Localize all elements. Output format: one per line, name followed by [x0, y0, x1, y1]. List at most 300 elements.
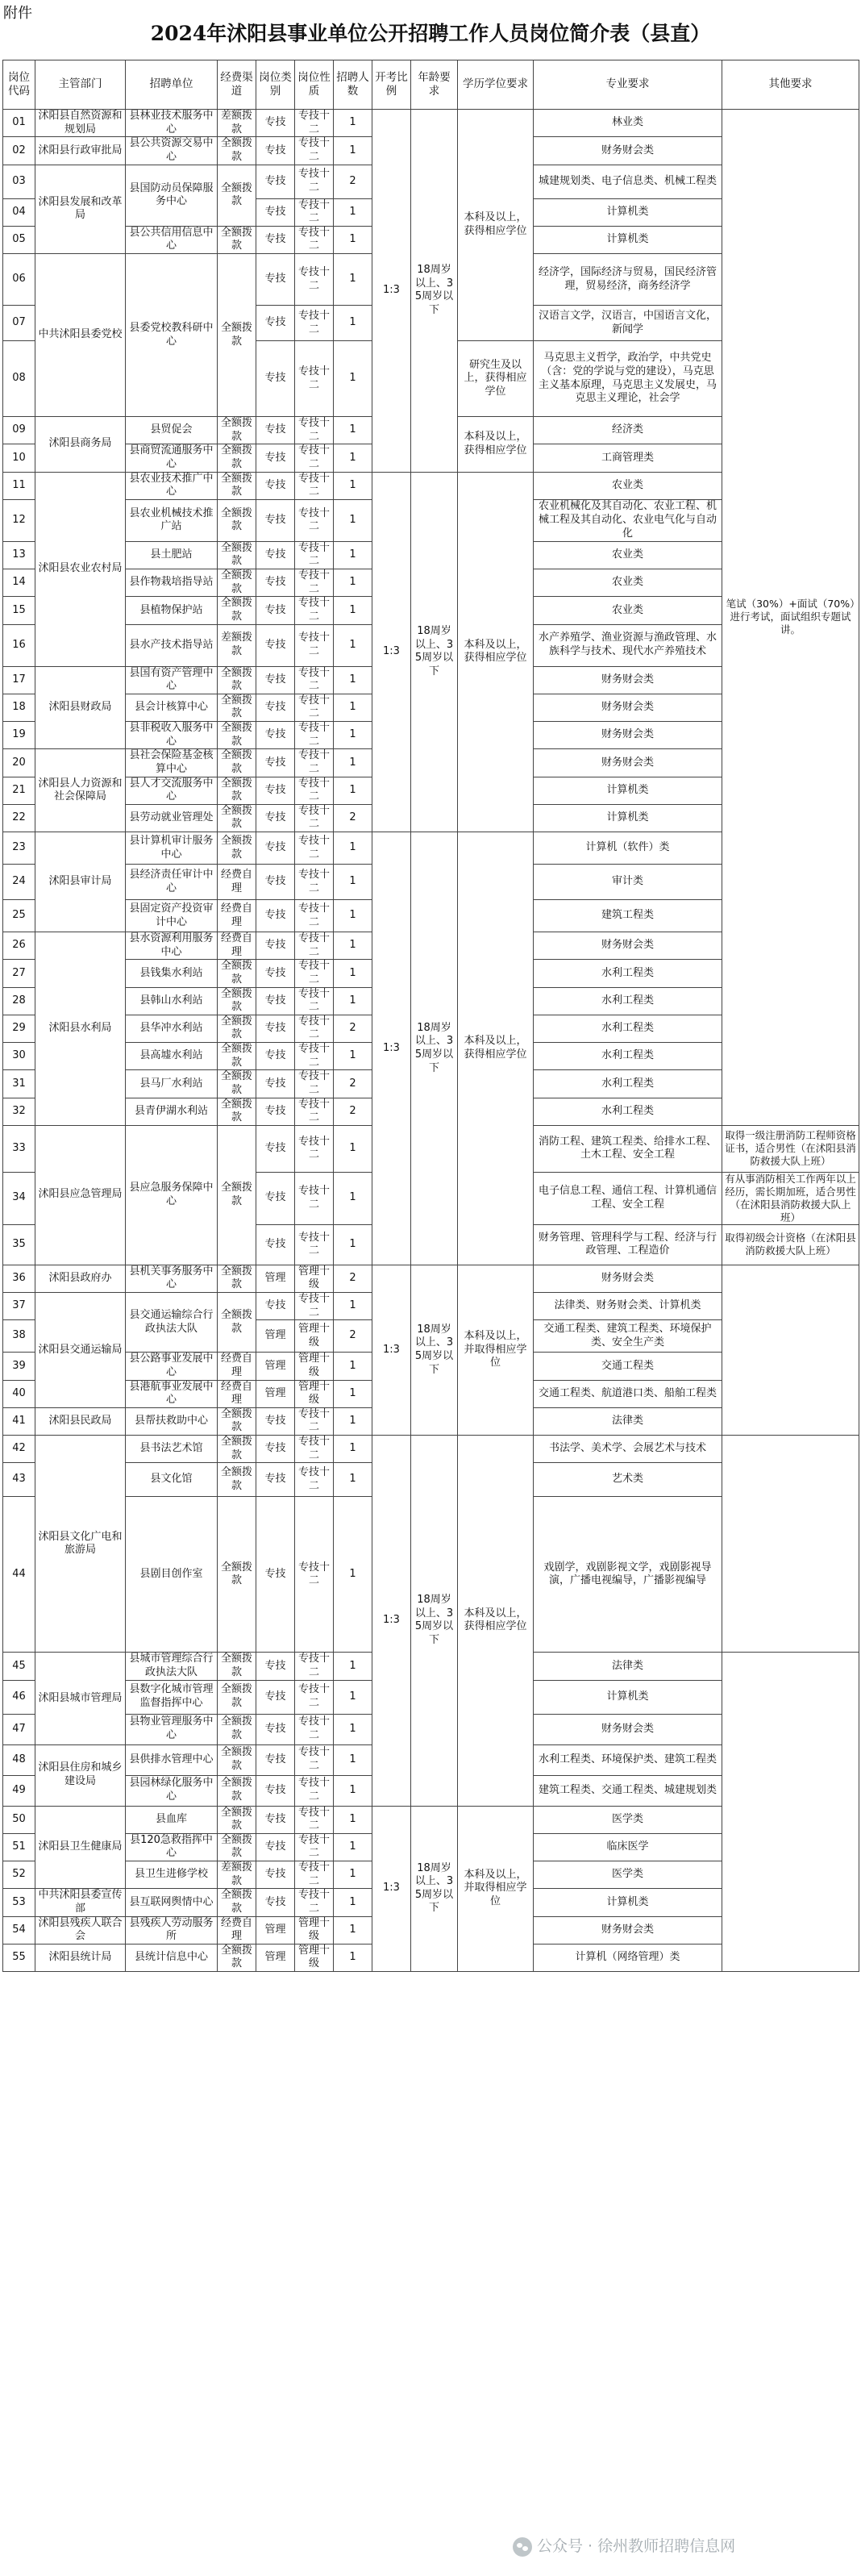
cell-code: 09	[3, 417, 35, 444]
cell-category: 管理	[256, 1265, 295, 1292]
cell-category: 专技	[256, 541, 295, 569]
cell-nature: 专技十二	[295, 1043, 334, 1070]
cell-fund: 全额拨款	[218, 1944, 256, 1971]
cell-code: 48	[3, 1744, 35, 1775]
cell-unit: 县血库	[126, 1806, 218, 1833]
cell-code: 07	[3, 306, 35, 341]
cell-category: 专技	[256, 472, 295, 499]
cell-category: 专技	[256, 832, 295, 865]
cell-code: 06	[3, 254, 35, 306]
cell-major: 医学类	[534, 1806, 722, 1833]
cell-unit: 县农业技术推广中心	[126, 472, 218, 499]
cell-unit: 县书法艺术馆	[126, 1436, 218, 1463]
cell-fund: 经费自理	[218, 865, 256, 900]
header-unit: 招聘单位	[126, 60, 218, 110]
cell-nature: 专技十二	[295, 1775, 334, 1806]
cell-count: 1	[334, 1775, 372, 1806]
cell-count: 1	[334, 569, 372, 597]
cell-category: 专技	[256, 666, 295, 694]
cell-major: 电子信息工程、通信工程、计算机通信工程、安全工程	[534, 1172, 722, 1224]
cell-other	[722, 1436, 859, 1653]
cell-category: 专技	[256, 1098, 295, 1125]
cell-nature: 管理十级	[295, 1265, 334, 1292]
cell-unit: 县土肥站	[126, 541, 218, 569]
cell-unit: 县作物栽培指导站	[126, 569, 218, 597]
cell-nature: 管理十级	[295, 1353, 334, 1380]
cell-code: 39	[3, 1353, 35, 1380]
cell-major: 财务财会类	[534, 666, 722, 694]
cell-category: 专技	[256, 1407, 295, 1435]
cell-unit: 县植物保护站	[126, 597, 218, 624]
cell-code: 38	[3, 1320, 35, 1353]
cell-age: 18周岁以上、35周岁以下	[411, 110, 458, 473]
cell-unit: 县固定资产投资审计中心	[126, 900, 218, 932]
cell-count: 1	[334, 987, 372, 1015]
cell-nature: 专技十二	[295, 1806, 334, 1833]
cell-dept: 沭阳县交通运输局	[35, 1293, 126, 1408]
cell-nature: 专技十二	[295, 1653, 334, 1680]
cell-category: 专技	[256, 1224, 295, 1265]
cell-major: 财务财会类	[534, 1916, 722, 1944]
cell-code: 45	[3, 1653, 35, 1680]
cell-nature: 专技十二	[295, 499, 334, 541]
cell-education: 本科及以上，并取得相应学位	[458, 1806, 534, 1972]
cell-fund: 全额拨款	[218, 1833, 256, 1861]
cell-major: 水产养殖学、渔业资源与渔政管理、水族科学与技术、现代水产养殖技术	[534, 624, 722, 666]
cell-count: 1	[334, 1806, 372, 1833]
cell-category: 专技	[256, 165, 295, 198]
header-education: 学历学位要求	[458, 60, 534, 110]
cell-age: 18周岁以上、35周岁以下	[411, 1806, 458, 1972]
cell-other	[722, 1653, 859, 1972]
cell-fund: 全额拨款	[218, 666, 256, 694]
cell-count: 1	[334, 1380, 372, 1407]
cell-code: 33	[3, 1125, 35, 1172]
cell-code: 03	[3, 165, 35, 198]
cell-category: 专技	[256, 306, 295, 341]
cell-nature: 专技十二	[295, 694, 334, 721]
cell-code: 22	[3, 804, 35, 832]
cell-other: 笔试（30%）+面试（70%）进行考试，面试组织专题试讲。	[722, 110, 859, 1126]
cell-nature: 专技十二	[295, 804, 334, 832]
cell-category: 专技	[256, 1889, 295, 1916]
cell-category: 专技	[256, 1680, 295, 1714]
cell-dept: 中共沭阳县委党校	[35, 254, 126, 417]
cell-count: 1	[334, 1744, 372, 1775]
cell-code: 19	[3, 722, 35, 749]
cell-fund: 全额拨款	[218, 254, 256, 417]
cell-code: 29	[3, 1015, 35, 1042]
cell-unit: 县水产技术指导站	[126, 624, 218, 666]
cell-category: 专技	[256, 960, 295, 987]
cell-unit: 县高墟水利站	[126, 1043, 218, 1070]
cell-count: 1	[334, 541, 372, 569]
cell-category: 管理	[256, 1353, 295, 1380]
cell-code: 47	[3, 1714, 35, 1744]
cell-major: 法律类、财务财会类、计算机类	[534, 1293, 722, 1320]
cell-category: 专技	[256, 1497, 295, 1653]
cell-education: 本科及以上，获得相应学位	[458, 110, 534, 341]
cell-code: 17	[3, 666, 35, 694]
cell-count: 1	[334, 1463, 372, 1497]
cell-fund: 全额拨款	[218, 1070, 256, 1098]
cell-unit: 县贸促会	[126, 417, 218, 444]
cell-unit: 县商贸流通服务中心	[126, 444, 218, 472]
cell-count: 1	[334, 749, 372, 777]
cell-major: 财务财会类	[534, 1714, 722, 1744]
cell-ratio: 1:3	[372, 472, 411, 832]
cell-unit: 县农业机械技术推广站	[126, 499, 218, 541]
cell-fund: 全额拨款	[218, 832, 256, 865]
cell-fund: 全额拨款	[218, 1775, 256, 1806]
table-row	[3, 1265, 859, 1292]
cell-nature: 专技十二	[295, 749, 334, 777]
cell-code: 32	[3, 1098, 35, 1125]
cell-major: 计算机（网络管理）类	[534, 1944, 722, 1971]
cell-other: 取得初级会计资格（在沭阳县消防救援大队上班）	[722, 1224, 859, 1265]
cell-dept: 沭阳县人力资源和社会保障局	[35, 749, 126, 832]
cell-unit: 县剧目创作室	[126, 1497, 218, 1653]
watermark-text: 公众号 · 徐州教师招聘信息网	[537, 2537, 736, 2555]
cell-count: 1	[334, 832, 372, 865]
cell-count: 2	[334, 165, 372, 198]
cell-nature: 专技十二	[295, 1833, 334, 1861]
cell-fund: 全额拨款	[218, 1806, 256, 1833]
table-row	[3, 110, 859, 137]
cell-major: 法律类	[534, 1653, 722, 1680]
cell-nature: 专技十二	[295, 306, 334, 341]
cell-fund: 全额拨款	[218, 1043, 256, 1070]
cell-age: 18周岁以上、35周岁以下	[411, 832, 458, 1265]
cell-dept: 沭阳县水利局	[35, 932, 126, 1126]
cell-major: 建筑工程类、交通工程类、城建规划类	[534, 1775, 722, 1806]
cell-fund: 全额拨款	[218, 1125, 256, 1265]
cell-category: 专技	[256, 987, 295, 1015]
cell-nature: 专技十二	[295, 1172, 334, 1224]
cell-major: 水利工程类	[534, 1015, 722, 1042]
cell-major: 水利工程类	[534, 1098, 722, 1125]
cell-count: 1	[334, 1224, 372, 1265]
cell-unit: 县园林绿化服务中心	[126, 1775, 218, 1806]
cell-code: 41	[3, 1407, 35, 1435]
cell-count: 1	[334, 1889, 372, 1916]
cell-code: 20	[3, 749, 35, 777]
cell-nature: 专技十二	[295, 1015, 334, 1042]
cell-ratio: 1:3	[372, 832, 411, 1265]
cell-code: 18	[3, 694, 35, 721]
cell-count: 1	[334, 666, 372, 694]
cell-major: 财务财会类	[534, 932, 722, 960]
cell-unit: 县120急救指挥中心	[126, 1833, 218, 1861]
cell-major: 农业类	[534, 472, 722, 499]
cell-major: 计算机类	[534, 198, 722, 226]
header-age: 年龄要求	[411, 60, 458, 110]
header-nature: 岗位性质	[295, 60, 334, 110]
cell-category: 专技	[256, 1653, 295, 1680]
cell-unit: 县交通运输综合行政执法大队	[126, 1293, 218, 1353]
cell-code: 11	[3, 472, 35, 499]
cell-nature: 专技十二	[295, 1497, 334, 1653]
cell-unit: 县文化馆	[126, 1463, 218, 1497]
cell-count: 2	[334, 1070, 372, 1098]
cell-fund: 经费自理	[218, 1380, 256, 1407]
cell-unit: 县数字化城市管理监督指挥中心	[126, 1680, 218, 1714]
cell-code: 04	[3, 198, 35, 226]
cell-code: 54	[3, 1916, 35, 1944]
page-title: 2024年沭阳县事业单位公开招聘工作人员岗位简介表（县直）	[150, 22, 711, 45]
cell-nature: 管理十级	[295, 1320, 334, 1353]
cell-dept: 沭阳县行政审批局	[35, 137, 126, 165]
cell-count: 1	[334, 417, 372, 444]
cell-category: 专技	[256, 1806, 295, 1833]
cell-fund: 全额拨款	[218, 1265, 256, 1292]
cell-major: 农业类	[534, 541, 722, 569]
cell-unit: 县残疾人劳动服务所	[126, 1916, 218, 1944]
cell-nature: 专技十二	[295, 165, 334, 198]
cell-count: 1	[334, 777, 372, 804]
cell-code: 31	[3, 1070, 35, 1098]
header-row	[3, 60, 859, 110]
cell-count: 2	[334, 1320, 372, 1353]
cell-nature: 专技十二	[295, 1070, 334, 1098]
cell-category: 专技	[256, 198, 295, 226]
cell-fund: 全额拨款	[218, 1889, 256, 1916]
cell-fund: 全额拨款	[218, 499, 256, 541]
cell-unit: 县华冲水利站	[126, 1015, 218, 1042]
cell-category: 专技	[256, 499, 295, 541]
cell-count: 1	[334, 1172, 372, 1224]
cell-nature: 专技十二	[295, 1744, 334, 1775]
cell-fund: 全额拨款	[218, 722, 256, 749]
cell-code: 34	[3, 1172, 35, 1224]
positions-table	[2, 60, 859, 1972]
cell-nature: 专技十二	[295, 110, 334, 137]
cell-dept: 沭阳县商务局	[35, 417, 126, 473]
cell-nature: 专技十二	[295, 1224, 334, 1265]
cell-fund: 全额拨款	[218, 1015, 256, 1042]
cell-fund: 全额拨款	[218, 987, 256, 1015]
cell-ratio: 1:3	[372, 110, 411, 473]
cell-category: 专技	[256, 1070, 295, 1098]
cell-fund: 差额拨款	[218, 624, 256, 666]
cell-unit: 县机关事务服务中心	[126, 1265, 218, 1292]
cell-major: 计算机（软件）类	[534, 832, 722, 865]
cell-major: 经济学，国际经济与贸易，国民经济管理，贸易经济，商务经济学	[534, 254, 722, 306]
cell-nature: 专技十二	[295, 666, 334, 694]
cell-count: 1	[334, 1353, 372, 1380]
cell-code: 24	[3, 865, 35, 900]
cell-category: 专技	[256, 932, 295, 960]
cell-count: 1	[334, 960, 372, 987]
cell-code: 26	[3, 932, 35, 960]
cell-nature: 专技十二	[295, 832, 334, 865]
cell-major: 戏剧学，戏剧影视文学，戏剧影视导演，广播电视编导，广播影视编导	[534, 1497, 722, 1653]
cell-count: 1	[334, 1944, 372, 1971]
cell-nature: 管理十级	[295, 1380, 334, 1407]
cell-major: 计算机类	[534, 777, 722, 804]
cell-category: 专技	[256, 1775, 295, 1806]
cell-major: 财务财会类	[534, 1265, 722, 1292]
cell-code: 46	[3, 1680, 35, 1714]
cell-code: 50	[3, 1806, 35, 1833]
cell-code: 05	[3, 226, 35, 253]
header-code: 岗位代码	[3, 60, 35, 110]
cell-unit: 县委党校教科研中心	[126, 254, 218, 417]
cell-category: 专技	[256, 254, 295, 306]
cell-dept: 沭阳县民政局	[35, 1407, 126, 1435]
cell-dept: 沭阳县统计局	[35, 1944, 126, 1971]
cell-major: 城建规划类、电子信息类、机械工程类	[534, 165, 722, 198]
cell-count: 1	[334, 1043, 372, 1070]
cell-other	[722, 1265, 859, 1435]
cell-fund: 全额拨款	[218, 597, 256, 624]
cell-unit: 县钱集水利站	[126, 960, 218, 987]
cell-major: 书法学、美术学、会展艺术与技术	[534, 1436, 722, 1463]
cell-nature: 专技十二	[295, 722, 334, 749]
cell-category: 专技	[256, 900, 295, 932]
wechat-icon	[513, 2537, 532, 2557]
cell-dept: 沭阳县住房和城乡建设局	[35, 1744, 126, 1806]
cell-count: 1	[334, 722, 372, 749]
cell-nature: 专技十二	[295, 541, 334, 569]
cell-unit: 县计算机审计服务中心	[126, 832, 218, 865]
cell-code: 51	[3, 1833, 35, 1861]
cell-major: 建筑工程类	[534, 900, 722, 932]
cell-major: 水利工程类	[534, 1043, 722, 1070]
cell-code: 21	[3, 777, 35, 804]
cell-other: 有从事消防相关工作两年以上经历，需长期加班，适合男性（在沭阳县消防救援大队上班）	[722, 1172, 859, 1224]
cell-fund: 全额拨款	[218, 569, 256, 597]
cell-fund: 全额拨款	[218, 1744, 256, 1775]
cell-other: 取得一级注册消防工程师资格证书，适合男性（在沭阳县消防救援大队上班）	[722, 1125, 859, 1172]
cell-count: 1	[334, 1833, 372, 1861]
cell-nature: 专技十二	[295, 1680, 334, 1714]
cell-nature: 专技十二	[295, 198, 334, 226]
cell-fund: 经费自理	[218, 1353, 256, 1380]
cell-education: 本科及以上，并取得相应学位	[458, 1265, 534, 1435]
cell-unit: 县非税收入服务中心	[126, 722, 218, 749]
cell-major: 农业类	[534, 569, 722, 597]
cell-nature: 专技十二	[295, 1407, 334, 1435]
cell-category: 专技	[256, 749, 295, 777]
cell-code: 16	[3, 624, 35, 666]
cell-code: 02	[3, 137, 35, 165]
cell-fund: 经费自理	[218, 1916, 256, 1944]
cell-major: 财务财会类	[534, 694, 722, 721]
cell-ratio: 1:3	[372, 1806, 411, 1972]
cell-count: 1	[334, 865, 372, 900]
header-fund: 经费渠道	[218, 60, 256, 110]
header-ratio: 开考比例	[372, 60, 411, 110]
cell-nature: 专技十二	[295, 1098, 334, 1125]
cell-count: 1	[334, 1436, 372, 1463]
cell-dept: 沭阳县审计局	[35, 832, 126, 932]
cell-fund: 全额拨款	[218, 1463, 256, 1497]
cell-fund: 经费自理	[218, 932, 256, 960]
cell-unit: 县经济责任审计中心	[126, 865, 218, 900]
cell-unit: 县城市管理综合行政执法大队	[126, 1653, 218, 1680]
cell-category: 专技	[256, 597, 295, 624]
header-category: 岗位类别	[256, 60, 295, 110]
cell-code: 43	[3, 1463, 35, 1497]
cell-count: 1	[334, 1680, 372, 1714]
cell-count: 1	[334, 1861, 372, 1889]
cell-major: 医学类	[534, 1861, 722, 1889]
cell-nature: 专技十二	[295, 1714, 334, 1744]
cell-count: 1	[334, 499, 372, 541]
cell-code: 01	[3, 110, 35, 137]
cell-dept: 沭阳县应急管理局	[35, 1125, 126, 1265]
cell-nature: 专技十二	[295, 472, 334, 499]
watermark	[513, 2534, 735, 2557]
cell-major: 水利工程类	[534, 1070, 722, 1098]
cell-count: 2	[334, 1265, 372, 1292]
cell-dept: 沭阳县财政局	[35, 666, 126, 749]
cell-category: 专技	[256, 569, 295, 597]
cell-major: 消防工程、建筑工程类、给排水工程、土木工程、安全工程	[534, 1125, 722, 1172]
cell-fund: 全额拨款	[218, 1098, 256, 1125]
cell-unit: 县供排水管理中心	[126, 1744, 218, 1775]
cell-unit: 县统计信息中心	[126, 1944, 218, 1971]
cell-unit: 县港航事业发展中心	[126, 1380, 218, 1407]
cell-unit: 县应急服务保障中心	[126, 1125, 218, 1265]
cell-nature: 专技十二	[295, 444, 334, 472]
cell-unit: 县国防动员保障服务中心	[126, 165, 218, 226]
cell-code: 30	[3, 1043, 35, 1070]
cell-fund: 全额拨款	[218, 417, 256, 444]
cell-fund: 全额拨款	[218, 1497, 256, 1653]
cell-fund: 全额拨款	[218, 226, 256, 253]
cell-code: 44	[3, 1497, 35, 1653]
cell-code: 13	[3, 541, 35, 569]
cell-dept: 沭阳县发展和改革局	[35, 165, 126, 254]
cell-education: 研究生及以上，获得相应学位	[458, 341, 534, 417]
cell-category: 管理	[256, 1380, 295, 1407]
cell-dept: 沭阳县文化广电和旅游局	[35, 1436, 126, 1653]
cell-code: 49	[3, 1775, 35, 1806]
cell-ratio: 1:3	[372, 1265, 411, 1435]
cell-count: 1	[334, 137, 372, 165]
cell-unit: 县卫生进修学校	[126, 1861, 218, 1889]
cell-category: 专技	[256, 1293, 295, 1320]
cell-nature: 管理十级	[295, 1944, 334, 1971]
cell-fund: 全额拨款	[218, 804, 256, 832]
cell-fund: 全额拨款	[218, 1407, 256, 1435]
table-row	[3, 1436, 859, 1463]
cell-code: 42	[3, 1436, 35, 1463]
cell-major: 农业类	[534, 597, 722, 624]
cell-nature: 专技十二	[295, 1861, 334, 1889]
cell-major: 审计类	[534, 865, 722, 900]
cell-category: 专技	[256, 1015, 295, 1042]
cell-dept: 沭阳县政府办	[35, 1265, 126, 1292]
cell-dept: 沭阳县残疾人联合会	[35, 1916, 126, 1944]
cell-fund: 差额拨款	[218, 110, 256, 137]
cell-category: 专技	[256, 865, 295, 900]
cell-fund: 差额拨款	[218, 1861, 256, 1889]
cell-nature: 专技十二	[295, 1436, 334, 1463]
cell-unit: 县公共资源交易中心	[126, 137, 218, 165]
cell-count: 1	[334, 198, 372, 226]
cell-major: 交通工程类、航道港口类、船舶工程类	[534, 1380, 722, 1407]
cell-count: 1	[334, 110, 372, 137]
cell-fund: 全额拨款	[218, 749, 256, 777]
cell-count: 1	[334, 444, 372, 472]
cell-dept: 沭阳县城市管理局	[35, 1653, 126, 1744]
cell-category: 专技	[256, 1436, 295, 1463]
cell-category: 专技	[256, 1833, 295, 1861]
cell-fund: 全额拨款	[218, 472, 256, 499]
